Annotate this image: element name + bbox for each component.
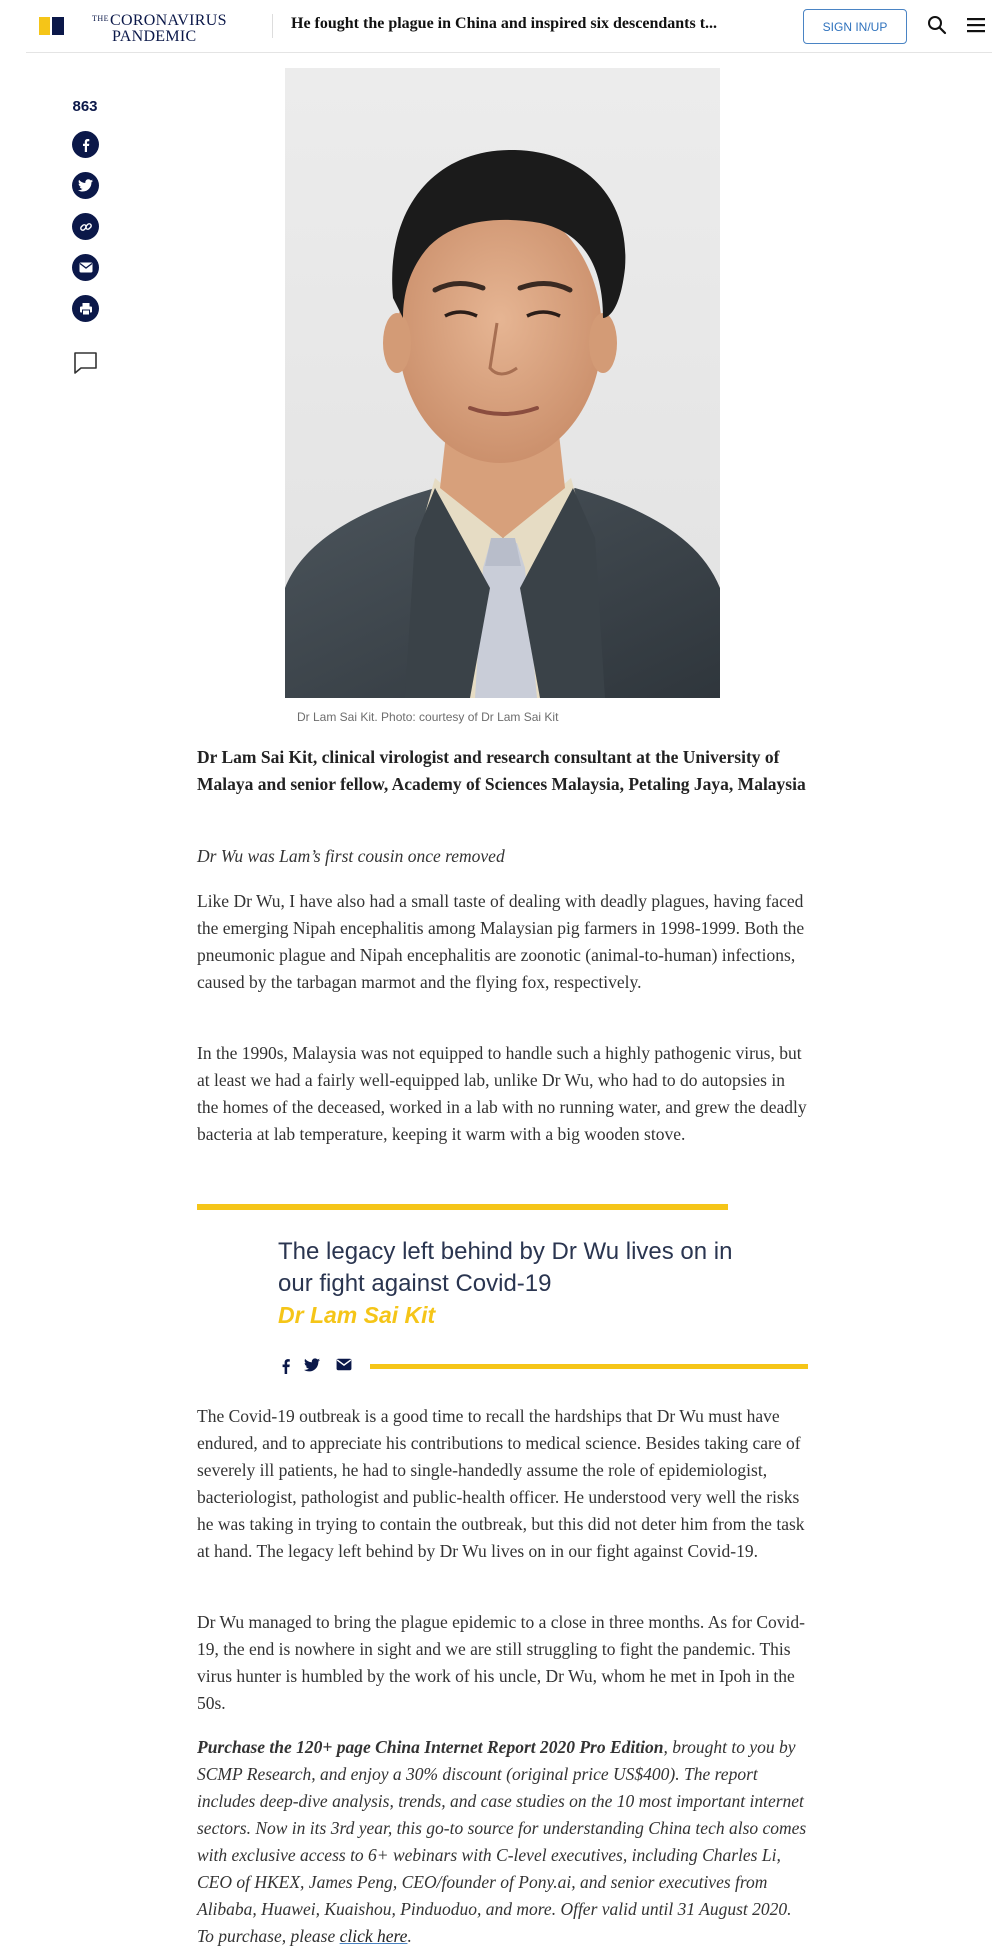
header-divider-line [26, 52, 992, 53]
article-photo[interactable] [285, 68, 720, 698]
promo-body: , brought to you by SCMP Research, and enjoy a 30% discount (original price US$400). The report includes deep-dive analysis, trends, and case studies on the 10 most important internet sectors. Now in its 3rd year, this go-to source for understanding China tech also comes with exclusive access to 6+ webinars with C-level executives, including Charles Li, CEO of HKEX, James Peng, CEO/founder of Pony.ai, and senior executives from Alibaba, Huawei, Kuaishou, Pinduoduo, and more. Offer valid until 31 August 2020. To purchase, please [197, 1737, 807, 1946]
photo-caption: Dr Lam Sai Kit. Photo: courtesy of Dr Lam Sai Kit [297, 710, 559, 724]
menu-icon[interactable] [965, 14, 987, 36]
promo-paragraph [197, 1734, 809, 1950]
contributor-heading: Dr Lam Sai Kit, clinical virologist and research consultant at the University of Malaya and senior fellow, Academy of Sciences Malaysia, Petaling Jaya, Malaysia [197, 747, 806, 794]
scmp-logo[interactable] [39, 17, 64, 35]
logo-yellow-bar [39, 17, 50, 35]
portrait-illustration [285, 68, 720, 698]
pull-quote-text: The legacy left behind by Dr Wu lives on in our fight against Covid-19 [278, 1238, 733, 1297]
copy-link-button[interactable] [72, 213, 99, 240]
print-icon [79, 302, 93, 316]
paragraph: Dr Wu managed to bring the plague epidemic to a close in three months. As for Covid-19, the end is nowhere in sight and we are still struggling to fight the pandemic. This virus hunter is humbled by the work of his uncle, Dr Wu, whom he met in Ipoh in the 50s. [197, 1612, 805, 1713]
print-button[interactable] [72, 295, 99, 322]
sign-in-button[interactable]: SIGN IN/UP [803, 9, 907, 44]
logo-navy-bar [52, 17, 64, 35]
facebook-icon [79, 138, 93, 152]
promo-title: Purchase the 120+ page China Internet Report 2020 Pro Edition [197, 1737, 664, 1757]
article-headline: He fought the plague in China and inspired six descendants t... [291, 15, 718, 32]
site-header [0, 0, 1000, 52]
pull-quote-author: Dr Lam Sai Kit [278, 1302, 436, 1328]
contributor-relation: Dr Wu was Lam’s first cousin once removed [197, 846, 505, 866]
link-icon [79, 220, 93, 234]
brand-line-2: PANDEMIC [112, 28, 197, 45]
paragraph: In the 1990s, Malaysia was not equipped to handle such a highly pathogenic virus, but at least we had a fairly well-equipped lab, unlike Dr Wu, who had to do autopsies in the homes of the deceased, worked in a lab with no running water, and grew the deadly bacteria at lab temperature, keeping it warm with a big wooden stove. [197, 1043, 807, 1144]
paragraph: Like Dr Wu, I have also had a small taste of dealing with deadly plagues, having faced the emerging Nipah encephalitis among Malaysian pig farmers in 1998-1999. Both the pneumonic plague and Nipah encephalitis are zoonotic (animal-to-human) infections, caused by the tarbagan marmot and the flying fox, respectively. [197, 891, 805, 992]
comments-button[interactable] [72, 349, 99, 376]
paragraph: The Covid-19 outbreak is a good time to recall the hardships that Dr Wu must have endured, and to appreciate his contributions to medical science. Besides taking care of severely ill patients, he had to single-handedly assume the role of epidemiologist, bacteriologist, pathologist and public-health officer. He understood very well the risks he was taking in trying to contain the outbreak, but this did not deter him from the task at hand. The legacy left behind by Dr Wu lives on in our fight against Covid-19. [197, 1406, 805, 1561]
pull-quote-top-bar [197, 1204, 728, 1210]
search-icon[interactable] [926, 14, 948, 36]
email-share-button[interactable] [72, 254, 99, 281]
facebook-icon[interactable] [278, 1358, 294, 1374]
email-icon[interactable] [336, 1358, 352, 1374]
comment-icon [72, 349, 99, 376]
share-count: 863 [72, 98, 98, 115]
brand-the: THE [92, 14, 110, 23]
twitter-share-button[interactable] [72, 172, 99, 199]
twitter-icon[interactable] [304, 1358, 320, 1374]
section-brand[interactable] [92, 11, 242, 43]
brand-line-1: CORONAVIRUS [110, 12, 227, 29]
twitter-icon [78, 179, 93, 192]
purchase-link[interactable]: click here [339, 1926, 408, 1946]
promo-end: . [407, 1926, 412, 1946]
email-icon [79, 262, 93, 273]
pull-quote-bottom-bar [370, 1364, 808, 1369]
facebook-share-button[interactable] [72, 131, 99, 158]
header-divider [272, 14, 273, 38]
